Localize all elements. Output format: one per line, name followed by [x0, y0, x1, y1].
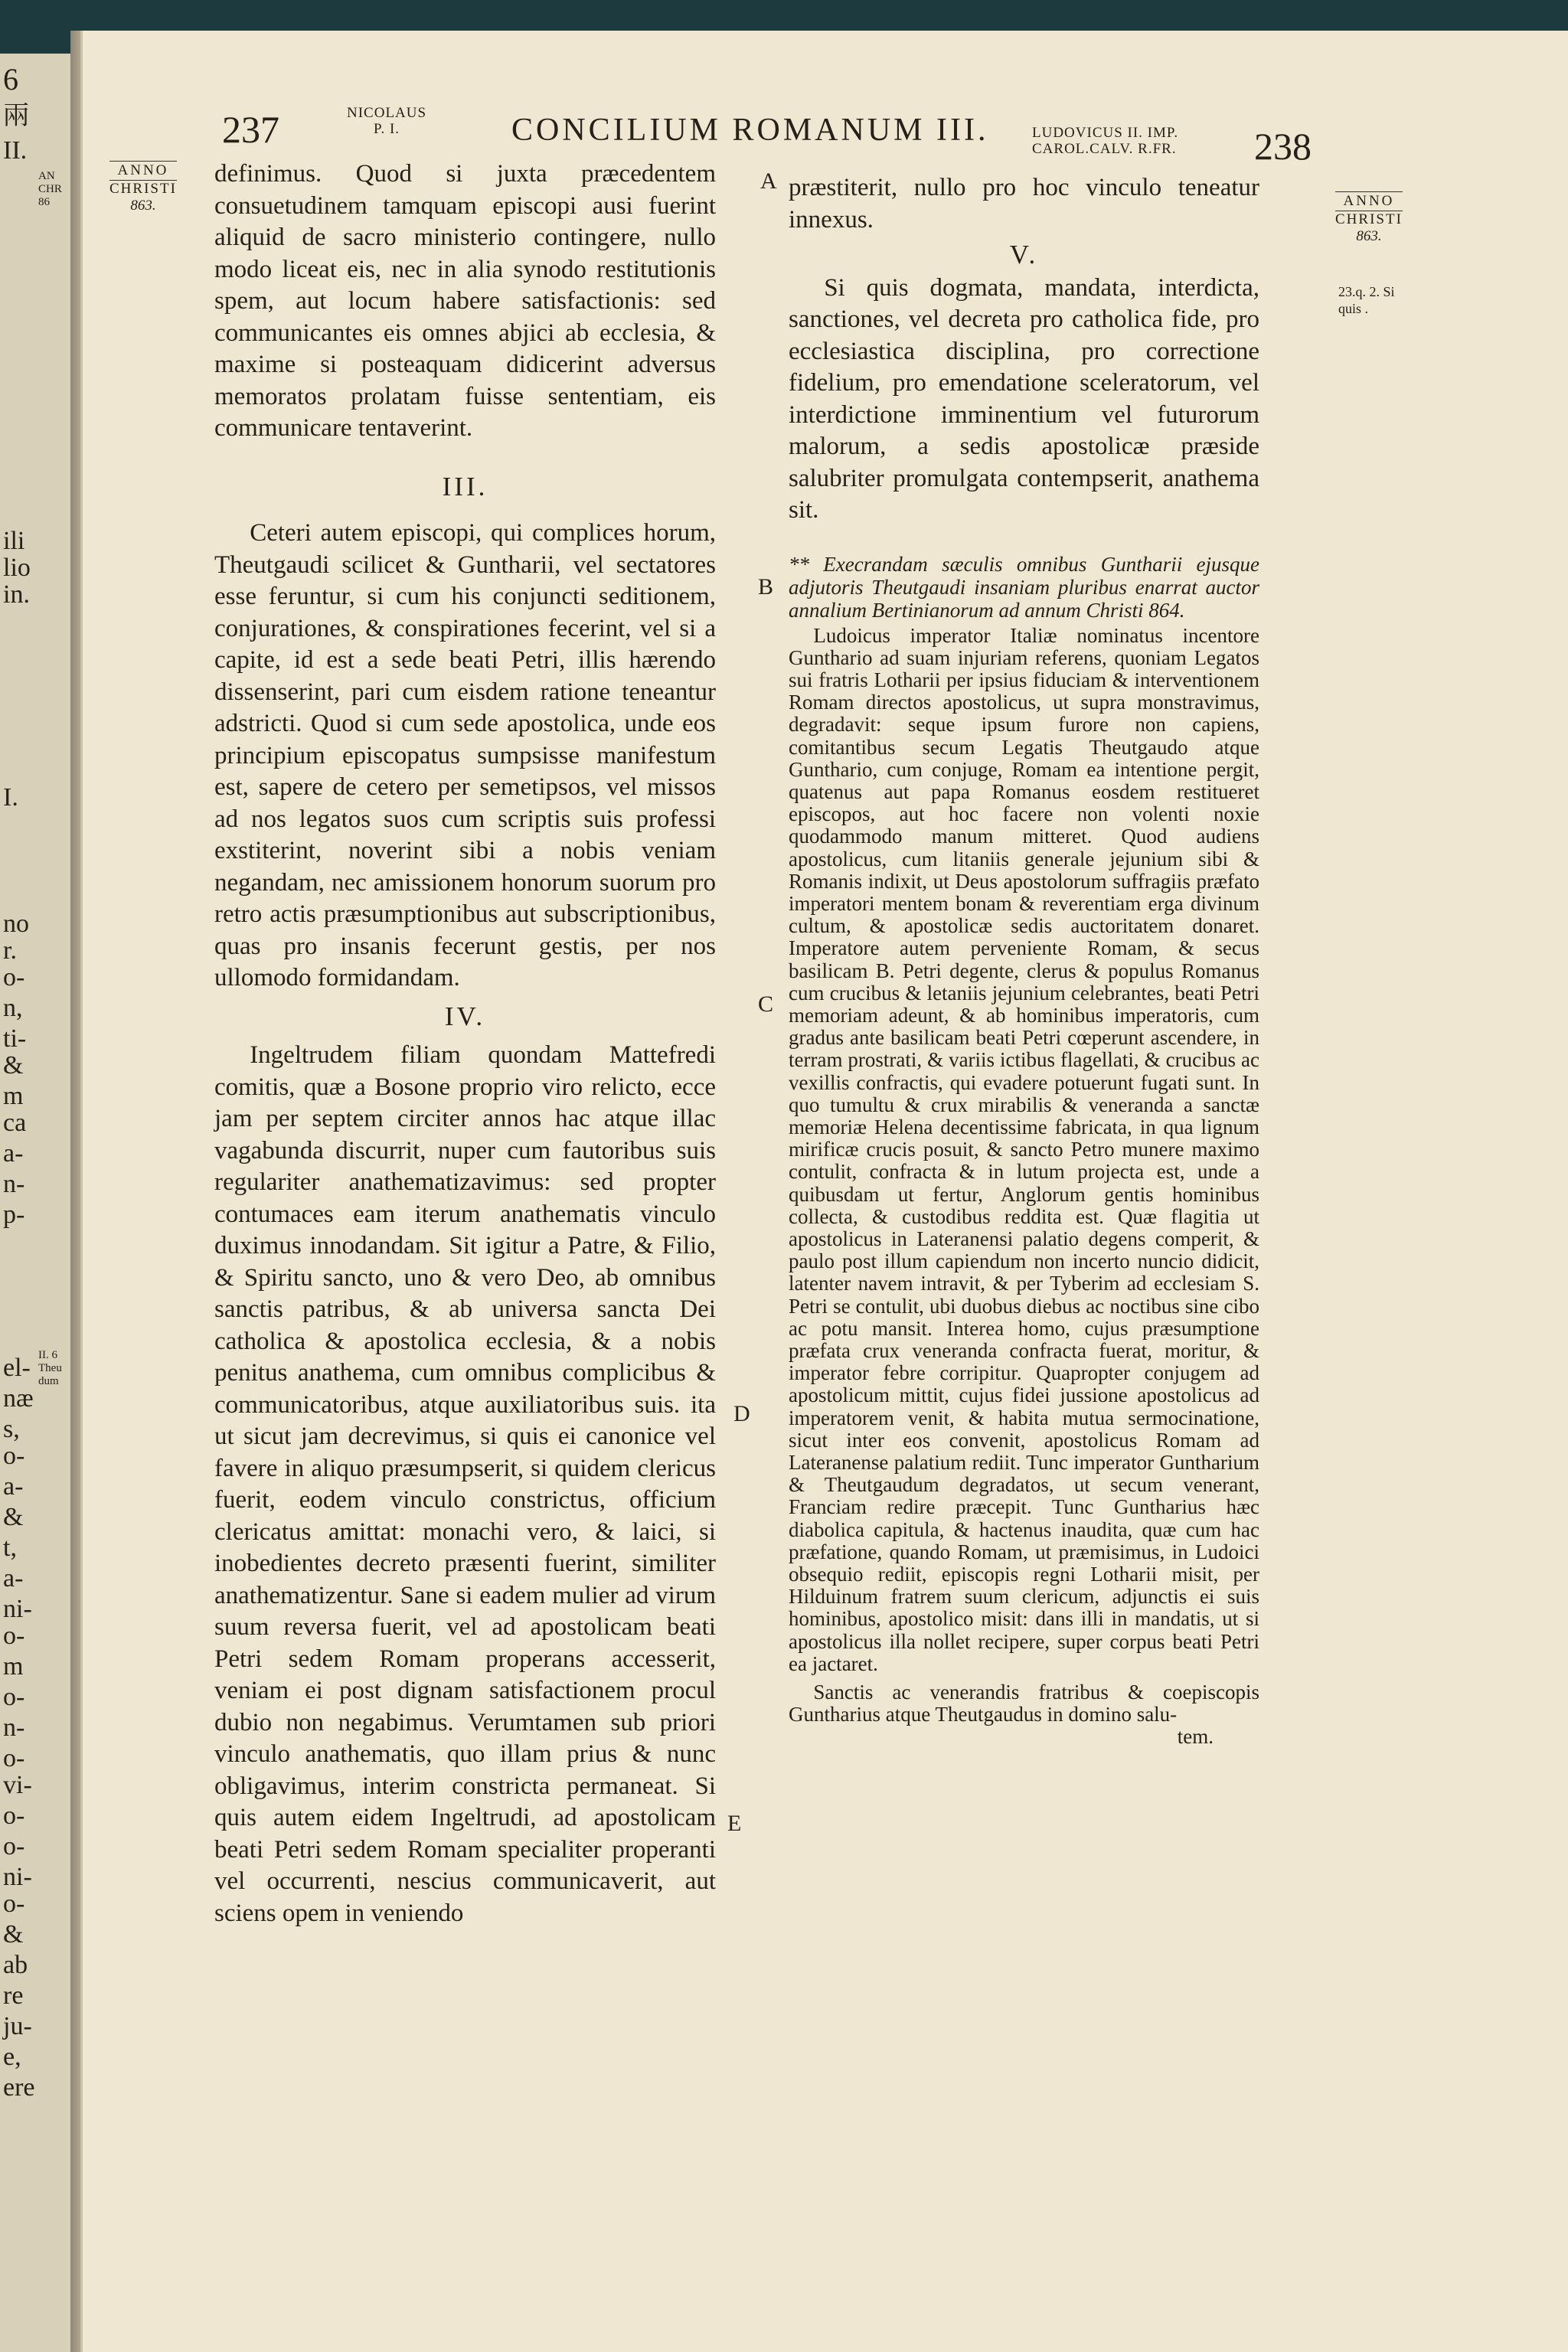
- section-letter-d: D: [733, 1401, 750, 1426]
- letter-salutation-end: tem.: [1177, 1725, 1214, 1749]
- left-page-margin-note: AN CHR 86: [38, 170, 62, 208]
- left-page-fragment: re: [3, 1981, 24, 2010]
- left-page-fragment: o-: [3, 1802, 25, 1830]
- right-column: [789, 172, 1259, 1749]
- left-page-fragment: o-: [3, 963, 25, 991]
- left-page-fragment: s,: [3, 1415, 20, 1443]
- left-page-fragment: n-: [3, 1170, 25, 1198]
- left-page-fragment: e,: [3, 2043, 21, 2071]
- christi-label-right: CHRISTI: [1335, 211, 1403, 227]
- left-page-margin-note: II. 6 Theu dum: [38, 1349, 62, 1387]
- section-heading-3: III.: [442, 471, 488, 501]
- year-left: 863.: [130, 198, 156, 214]
- section-letter-c: C: [758, 991, 774, 1017]
- left-page-fragment: o-: [3, 1622, 25, 1650]
- page-number-right: 238: [1254, 125, 1312, 168]
- left-page-fragment: a-: [3, 1472, 24, 1501]
- left-page-fragment: vi-: [3, 1771, 32, 1799]
- editor-note-text: Ludoicus imperator Italiæ nominatus incentore Gunthario ad suam injuriam referens, quoniam Legatos sui fratris Lotharii per ipsius fiduciam & interventionem Romam directos apostolicus, ut supra monstravimus, degradavit: seque ipsum furore non capiens, comitantibus secum Legatis Theutgaudo atque Gunthario, cum conjuge, Romam ea intentione pergit, quatenus aut papa Romanus eosdem restitueret episcopos, aut hoc facere non volenti noxie quodammodo manum mitteret. Quod audiens apostolicus, cum litaniis generale jejunium sibi & Romanis indixit, ut Deus apostolorum suffragiis præfato imperatori mentem bonam & reverentiam erga divinum cultum, & apostolicæ sedis auctoritatem donaret. Imperatore autem perveniente Romam, & secus basilicam B. Petri degente, clerus & populus Romanus cum crucibus & letaniis jejunium celebrantes, beati Petri memoriam adeunt, & ab hominibus imperatoris, cum gradus ante basilicam beati Petri cœperunt ascendere, in terram prostrati, & variis ictibus flagellati, & crucibus ac vexillis confractis, qui evadere potuerunt fugati sunt. In quo tumultu & crux mirabilis & veneranda a sanctæ memoriæ Helena decentissime fabricata, in qua lignum mirificæ crucis posuit, & sancto Petro munere maximo contulit, confracta & in lutum projecta est, unde a quibusdam ut fertur, Anglorum gentis hominibus collecta, & custodibus reddita est. Quæ flagitia ut apostolicus in Lateranensi palatio degens comperit, & paulo post illum capiendum non incerto nuncio didicit, latenter navem intravit, & per Tyberim ad ecclesiam S. Petri se contulit, ubi duobus diebus ac noctibus sine cibo ac potu mansit. Interea homo, cujus præsumptione præfata crux veneranda confracta fuerat, moritur, & imperator febre corripitur. Quapropter conjugem ad apostolicum mittit, cujus fidei jussione apostolicus ad imperatorem venit, & habita mutua sermocinatione, sicut inter eos convenit, apostolicus Romam ad Lateranense palatium rediit. Tunc imperator Guntharium & Theutgaudum degradatos, ut secum venerant, Franciam redire præcepit. Tunc Guntharius hæc diabolica capitula, & hactenus inaudita, quæ cum hac præfatione, quando Romam, ut præmisimus, in Ludoici obsequio rediit, episcopis regni Lotharii misit, per Hilduinum fratrem suum clericum, adjunctis ei suis hominibus, apostolico misit: dans illi in mandatis, ut si apostolicus illa nollet recipere, super corpus beati Petri ea jactaret.: [789, 623, 1259, 1675]
- anno-label-left: ANNO: [109, 161, 177, 181]
- left-page-fragment: II.: [3, 136, 28, 165]
- left-page-fragment: &: [3, 1503, 24, 1531]
- left-page-fragment: ca: [3, 1109, 27, 1137]
- section-heading-5: V.: [1009, 240, 1039, 270]
- left-page-fragment: 兩: [3, 102, 29, 130]
- left-page-fragment: n-: [3, 1713, 25, 1742]
- left-page-fragment: o-: [3, 1744, 25, 1772]
- header-pope-label: NICOLAUS P. I.: [347, 105, 427, 137]
- left-page-fragment: o-: [3, 1442, 25, 1470]
- header-emperor-label: LUDOVICUS II. IMP. CAROL.CALV. R.FR.: [1032, 125, 1179, 157]
- left-page-fragment: el-: [3, 1354, 31, 1382]
- canon-reference: 23.q. 2. Si quis .: [1338, 284, 1395, 316]
- paragraph-continuation: definimus. Quod si juxta præcedentem consuetudinem tamquam episcopi ausi fuerint aliquid de sacro ministerio contingere, nullo modo liceat eis, nec in alia synodo restitutionis spem, aut locum habere satisfactionis: sed communicantes eis omnes abjici ab ecclesia, & maxime si posteaquam didicerint adversus memoratos prolatam fuisse sententiam, eis communicare tentaverint.: [214, 160, 716, 442]
- editor-note-heading: ** Execrandam sæculis omnibus Guntharii ejusque adjutoris Theutgaudi insaniam pluribus enarrat auctor annalium Bertinianorum ad annum Christi 864.: [789, 552, 1259, 622]
- section-letter-e: E: [727, 1811, 742, 1836]
- paragraph-canon-3: Ceteri autem episcopi, qui complices horum, Theutgaudi scilicet & Guntharii, vel sectatores esse feruntur, si cum his conjuncti seditionem, conjurationes, & conspirationes fecerint, vel si a capite, id est a sede beati Petri, illis hærendo dissenserint, pari cum eisdem ratione teneantur adstricti. Quod si cum sede apostolica, unde eos principium episcopatus sumpsisse manifestum est, sapere de cetero per semetipsos, vel missos ad nos legatos suos cum scriptis suis professi exstiterint, noverint sibi a nobis veniam negandam, nec amissionem honorum suorum pro retro actis præsumptionibus aut subscriptionibus, quas pro insanis fecerunt gestis, per nos ullomodo formidandam.: [214, 519, 716, 991]
- left-page-fragment: o-: [3, 1832, 25, 1860]
- left-page-fragment: p-: [3, 1200, 25, 1229]
- paragraph-continuation-right: præstiterit, nullo pro hoc vinculo teneatur innexus.: [789, 174, 1259, 234]
- left-page-fragment: næ: [3, 1384, 34, 1413]
- left-page-fragment: ti-: [3, 1024, 27, 1053]
- left-page-fragment: ni-: [3, 1595, 32, 1623]
- paragraph-canon-4: Ingeltrudem filiam quondam Mattefredi comitis, quæ a Bosone proprio viro relicto, ecce jam per septem circiter annos hac atque illac vagabunda discurrit, nuper cum fautoribus suis regulariter anathematizavimus: sed propter contumaces eam iterum anathematis vinculo duximus innodandam. Sit igitur a Patre, & Filio, & Spiritu sancto, uno & vero Deo, ab omnibus sanctis patribus, & ab universa sancta Dei catholica & apostolica ecclesia, & a nobis penitus anathema, cum omnibus complicibus & communicatoribus, atque auxiliatoribus suis. ita ut sicut jam decrevimus, si quis ei canonice vel favere in aliquo præsumpserit, si quidem clericus fuerit, eodem vinculo constrictus, officium clericatus amittat: monachi vero, & laici, si inobedientes decreto præsenti fuerint, similiter anathematizentur. Sane si eadem mulier ad virum suum reversa fuerit, vel ad apostolicam beati Petri sedem Romam properans accesserit, veniam ei post dignam satisfactionem procul dubio non negabimus. Verumtamen sub priori vinculo anathematis, quo illam prius & nunc obligavimus, interim constricta permaneat. Si quis autem eidem Ingeltrudi, ad apostolicam beati Petri sedem Romam specialiter properanti vel occurrenti, nescius communicaverit, aut sciens opem in veniendo: [214, 1041, 716, 1927]
- left-page-fragment: m: [3, 1652, 24, 1681]
- left-page-fragment: I.: [3, 783, 18, 812]
- left-page-fragment: n,: [3, 994, 23, 1022]
- left-page-fragment: &: [3, 1051, 24, 1080]
- page-number-left: 237: [222, 108, 279, 151]
- left-page-fragment: t,: [3, 1534, 17, 1562]
- left-page-fragment: ju-: [3, 2012, 32, 2040]
- anno-left: [109, 161, 177, 214]
- left-page-fragment: ab: [3, 1951, 28, 1979]
- left-page-edge: [0, 54, 80, 2352]
- christi-label-left: CHRISTI: [109, 181, 177, 197]
- left-page-fragment: ere: [3, 2073, 35, 2102]
- year-right: 863.: [1356, 228, 1382, 244]
- left-page-number-fragment: 6: [3, 62, 18, 96]
- letter-salutation: Sanctis ac venerandis fratribus & coepiscopis Guntharius atque Theutgaudus in domino salu-: [789, 1681, 1259, 1726]
- left-page-fragment: &: [3, 1920, 24, 1949]
- anno-right: [1335, 191, 1403, 245]
- left-page-fragment: a-: [3, 1564, 24, 1592]
- left-column: [214, 158, 716, 1929]
- section-letter-a: A: [760, 168, 777, 194]
- page-title: CONCILIUM ROMANUM III.: [511, 113, 989, 148]
- left-page-fragment: ili: [3, 527, 25, 555]
- book-page: [80, 31, 1568, 2352]
- left-page-fragment: in.: [3, 580, 30, 609]
- left-page-fragment: a-: [3, 1139, 24, 1168]
- paragraph-canon-5: Si quis dogmata, mandata, interdicta, sanctiones, vel decreta pro catholica fide, pro ecclesiastica disciplina, pro correctione fidelium, pro emendatione sceleratorum, vel interdictione imminentium vel futurorum malorum, a sedis apostolicæ præside salubriter promulgata contempserit, anathema sit.: [789, 273, 1259, 524]
- left-page-fragment: no: [3, 910, 29, 938]
- section-letter-b: B: [758, 574, 774, 599]
- left-page-fragment: o-: [3, 1683, 25, 1711]
- left-page-fragment: ni-: [3, 1863, 32, 1891]
- left-page-fragment: lio: [3, 554, 31, 582]
- anno-label-right: ANNO: [1335, 191, 1403, 211]
- left-page-fragment: m: [3, 1082, 24, 1110]
- section-heading-4: IV.: [444, 1001, 486, 1031]
- left-page-fragment: r.: [3, 936, 17, 965]
- left-page-fragment: o-: [3, 1890, 25, 1918]
